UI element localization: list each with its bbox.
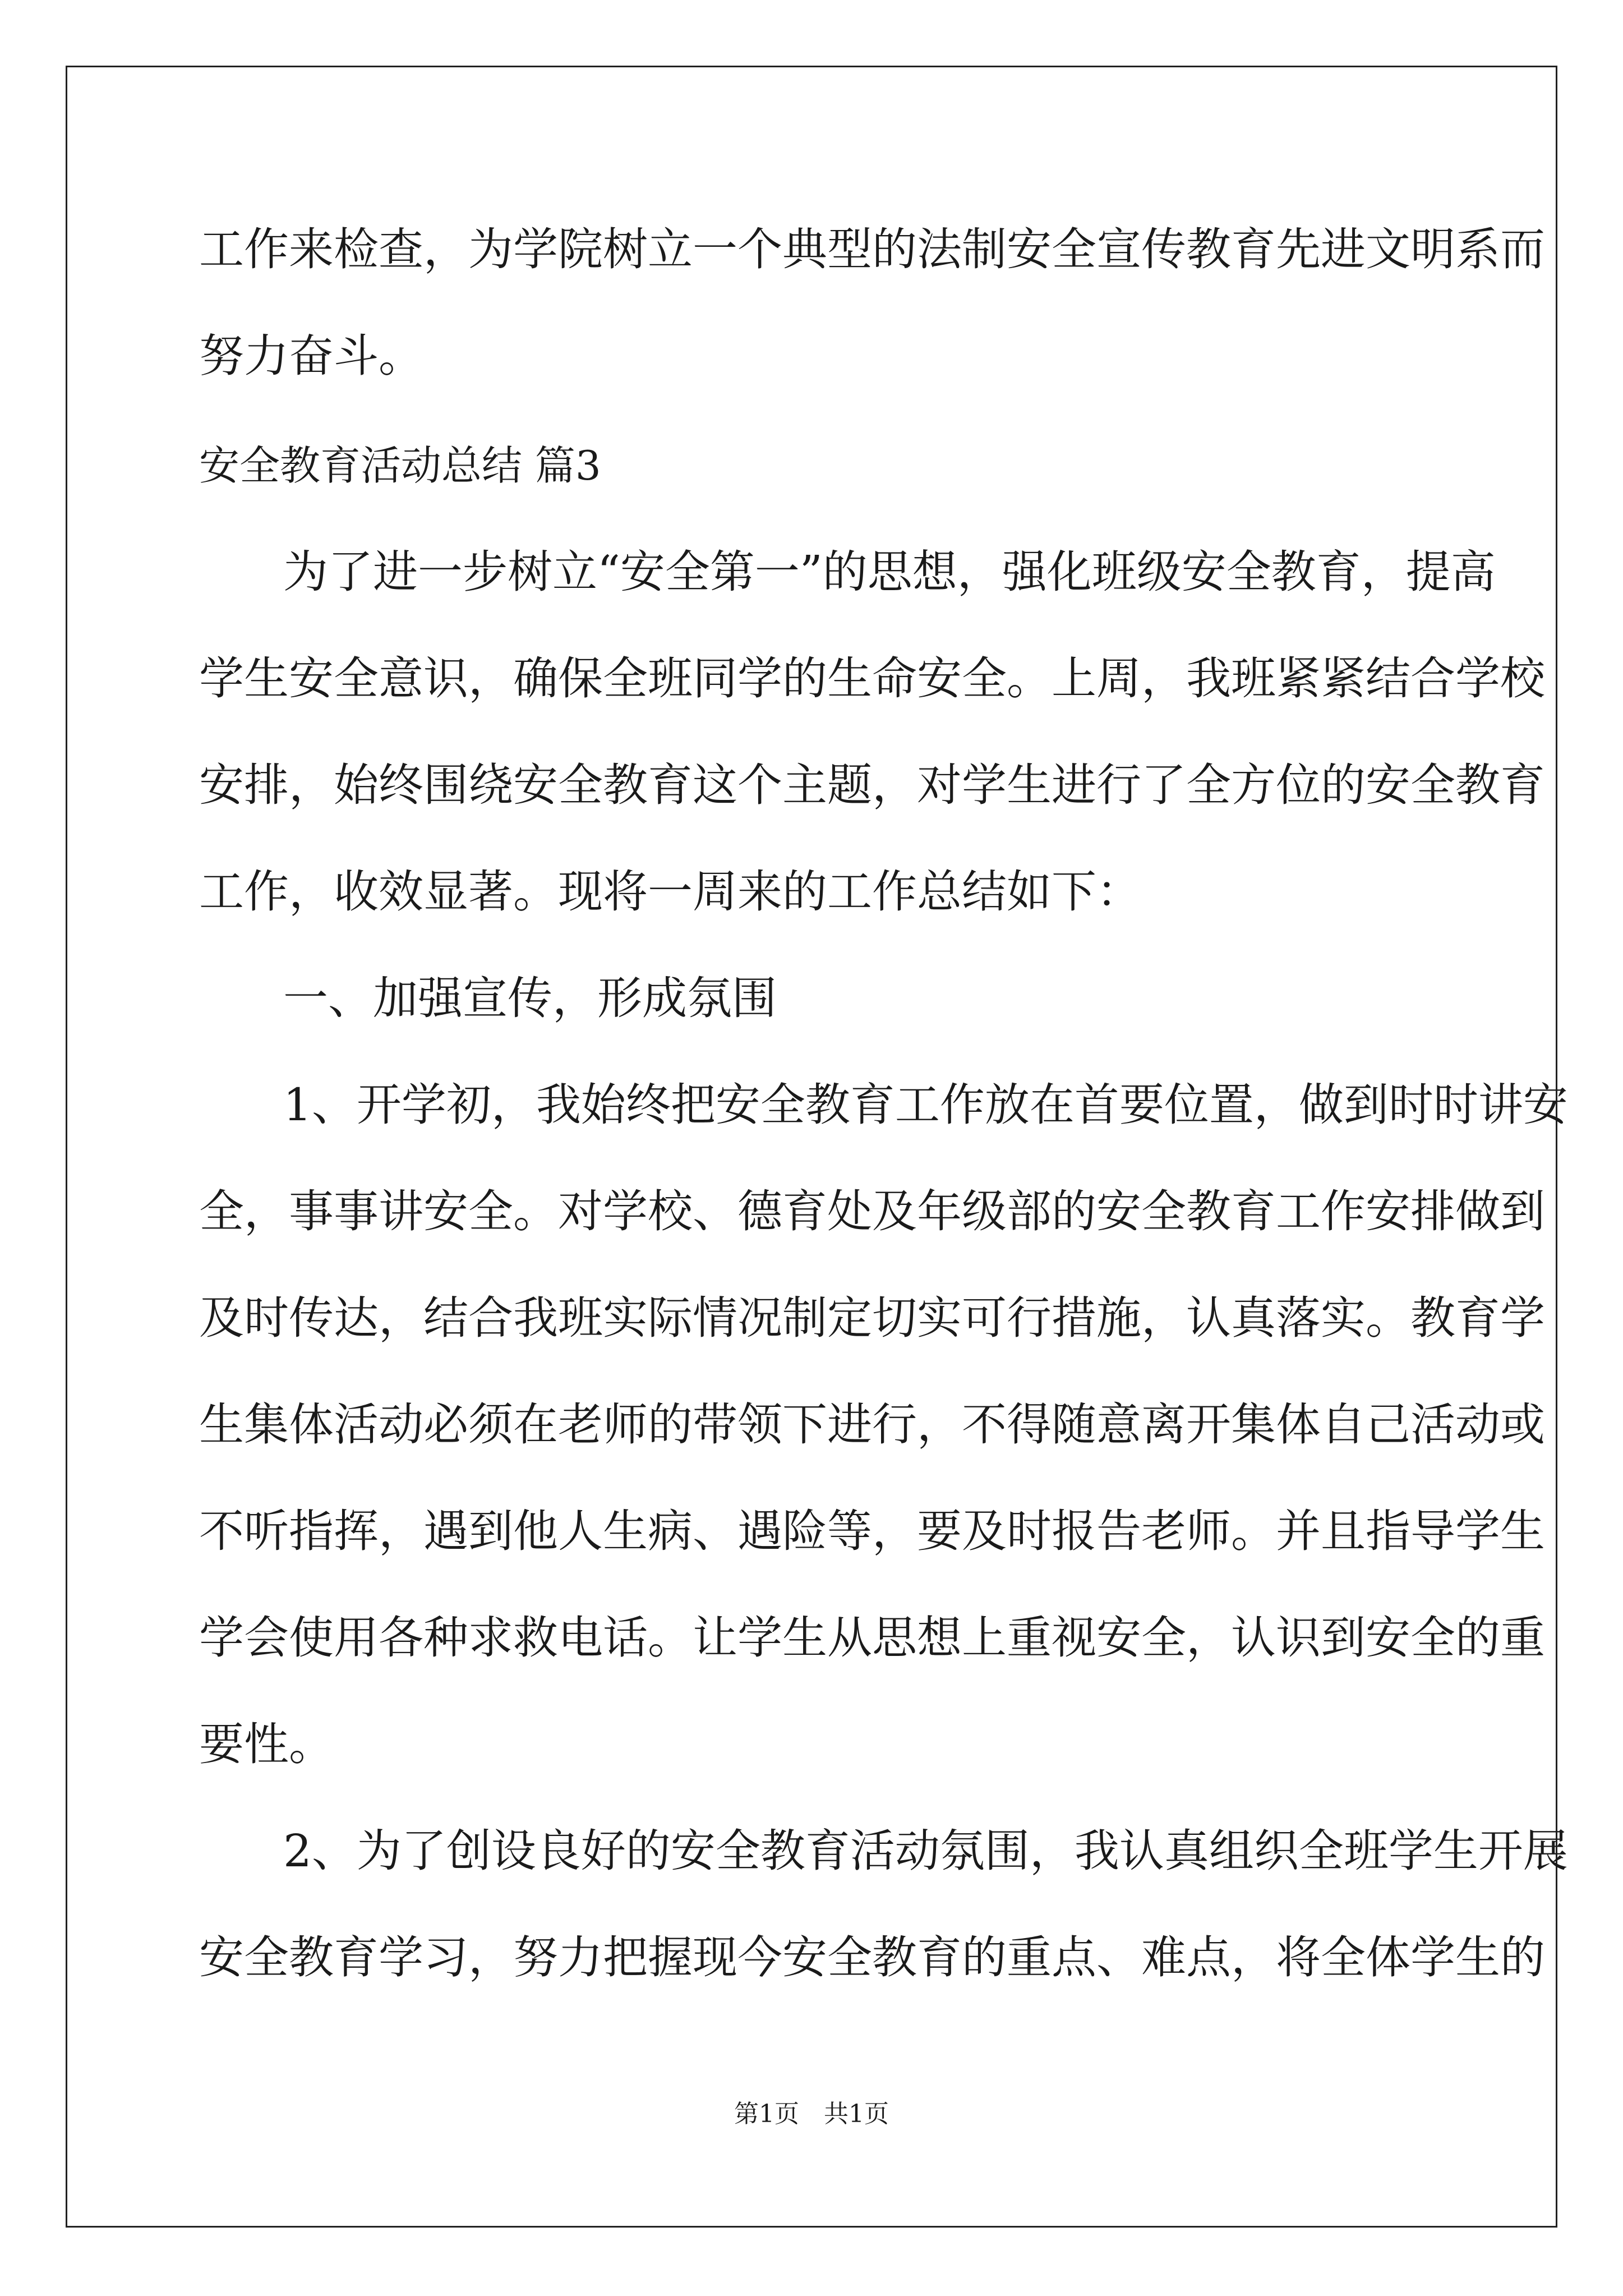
body-line: 要性。	[199, 1718, 334, 1770]
body-line: 2、为了创设良好的安全教育活动氛围，我认真组织全班学生开展	[283, 1825, 1568, 1877]
body-line: 1、开学初，我始终把安全教育工作放在首要位置，做到时时讲安	[283, 1079, 1568, 1131]
body-line: 不听指挥，遇到他人生病、遇险等，要及时报告老师。并且指导学生	[199, 1505, 1545, 1557]
page-footer: 第1页 共1页	[734, 2100, 889, 2128]
body-line: 学会使用各种求救电话。让学生从思想上重视安全，认识到安全的重	[199, 1612, 1545, 1664]
body-line: 学生安全意识，确保全班同学的生命安全。上周，我班紧紧结合学校	[199, 652, 1545, 705]
body-line: 努力奋斗。	[199, 330, 423, 382]
body-line: 生集体活动必须在老师的带领下进行，不得随意离开集体自己活动或	[199, 1398, 1545, 1451]
body-line: 工作来检查，为学院树立一个典型的法制安全宣传教育先进文明系而	[199, 223, 1545, 275]
body-line: 工作，收效显著。现将一周来的工作总结如下：	[199, 866, 1141, 918]
body-line: 为了进一步树立“安全第一”的思想，强化班级安全教育，提高	[283, 546, 1496, 598]
body-line: 安排，始终围绕安全教育这个主题，对学生进行了全方位的安全教育	[199, 759, 1545, 811]
body-line: 安全教育学习，努力把握现今安全教育的重点、难点，将全体学生的	[199, 1931, 1545, 1984]
body-line: 全，事事讲安全。对学校、德育处及年级部的安全教育工作安排做到	[199, 1185, 1545, 1237]
subheading: 一、加强宣传，形成氛围	[283, 972, 777, 1024]
body-line: 及时传达，结合我班实际情况制定切实可行措施，认真落实。教育学	[199, 1292, 1545, 1344]
section-heading: 安全教育活动总结 篇3	[199, 442, 601, 489]
